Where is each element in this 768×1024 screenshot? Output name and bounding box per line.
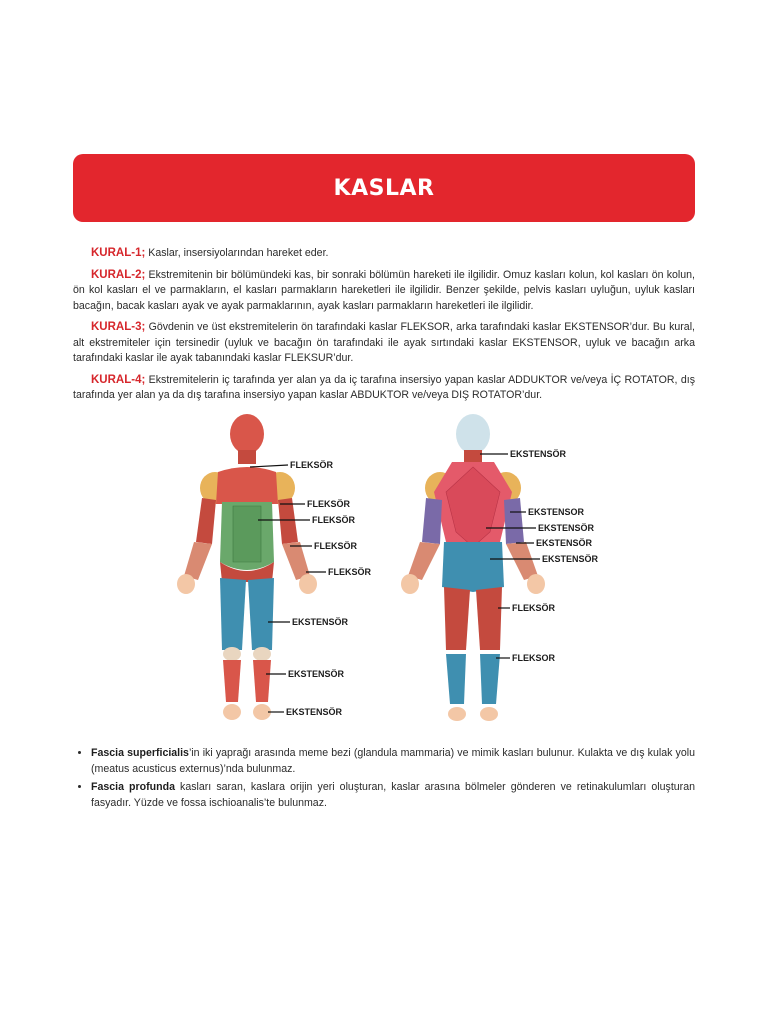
front-label: EKSTENSÖR bbox=[288, 669, 345, 679]
rule-text: Ekstremitenin bir bölümündeki kas, bir sonraki bölümün hareketi ile ilgilidir. Omuz kasları kolun, kol kasları ön kolun, ön kol kasları el ve parmakların, el kasları parmakların hareketleri ile ilgilidir. Benzer şekilde, pelvis kasları uyluğun, uyluk kasları bacağın, bacak kasları ayak ve ayak parmaklarının, ayak kasları parmakların hareketleri ile ilgilidir. bbox=[73, 268, 695, 312]
page-title: KASLAR bbox=[333, 175, 435, 201]
muscle-illustration bbox=[160, 412, 620, 732]
back-label: EKSTENSÖR bbox=[510, 449, 567, 459]
bullet-item bbox=[91, 780, 695, 811]
rule-4 bbox=[73, 373, 695, 404]
rule-2 bbox=[73, 268, 695, 315]
rule-key: KURAL-3; bbox=[91, 321, 146, 333]
fascia-notes bbox=[73, 746, 695, 814]
front-label: EKSTENSÖR bbox=[292, 617, 349, 627]
back-label: EKSTENSÖR bbox=[542, 554, 599, 564]
title-banner bbox=[73, 154, 695, 222]
muscle-anatomy-figure bbox=[160, 412, 620, 732]
rule-text: Ekstremitelerin iç tarafında yer alan ya da iç tarafına insersiyo yapan kaslar ADDUKTOR ve/veya İÇ ROTATOR, dış tarafında yer alan ya da dış tarafına insersiyo yapan kaslar ABDUKTOR ve/veya DIŞ ROTATOR’dur. bbox=[73, 373, 695, 401]
front-label: EKSTENSÖR bbox=[286, 707, 343, 717]
back-label: EKSTENSÖR bbox=[536, 538, 593, 548]
front-label: FLEKSÖR bbox=[328, 567, 372, 577]
back-label: FLEKSÖR bbox=[512, 603, 556, 613]
back-label: EKSTENSÖR bbox=[538, 523, 595, 533]
bullet-item bbox=[91, 746, 695, 777]
rule-3 bbox=[73, 320, 695, 367]
rule-key: KURAL-1; bbox=[91, 247, 146, 259]
front-label: FLEKSÖR bbox=[314, 541, 358, 551]
back-label: EKSTENSOR bbox=[528, 507, 585, 517]
back-label: FLEKSOR bbox=[512, 653, 556, 663]
rule-key: KURAL-2; bbox=[91, 268, 146, 281]
bullet-text: kasları saran, kaslara orijin yeri oluşturan, kaslar arasına bölmeler gönderen ve retinakulumları oluşturan fasyadır. Yüzde ve fossa ischioanalis’te bulunmaz. bbox=[91, 781, 695, 809]
front-label: FLEKSÖR bbox=[312, 515, 356, 525]
rules-section bbox=[73, 246, 695, 410]
bullet-term: Fascia profunda bbox=[91, 781, 175, 793]
bullet-text: ’in iki yaprağı arasında meme bezi (glandula mammaria) ve mimik kasları bulunur. Kulakta ve dış kulak yolu (meatus acusticus externus)’nda bulunmaz. bbox=[91, 747, 695, 775]
front-label: FLEKSÖR bbox=[307, 499, 351, 509]
front-label: FLEKSÖR bbox=[290, 460, 334, 470]
bullet-term: Fascia superficialis bbox=[91, 747, 189, 759]
rule-key: KURAL-4; bbox=[91, 373, 146, 386]
rule-text: Kaslar, insersiyolarından hareket eder. bbox=[145, 247, 329, 259]
back-body-figure bbox=[401, 414, 545, 721]
rule-1 bbox=[73, 246, 695, 262]
rule-text: Gövdenin ve üst ekstremitelerin ön tarafındaki kaslar FLEKSOR, arka tarafındaki kaslar EKSTENSOR’dur. Bu kural, alt ekstremiteler için tersinedir (uyluk ve bacağın ön tarafındaki ile ayak sırtındaki kaslar EKSTENSOR, uyluk ve bacağın arka tarafındaki kaslar ile ayak tabanındaki kaslar FLEKSUR’dur. bbox=[73, 321, 695, 364]
